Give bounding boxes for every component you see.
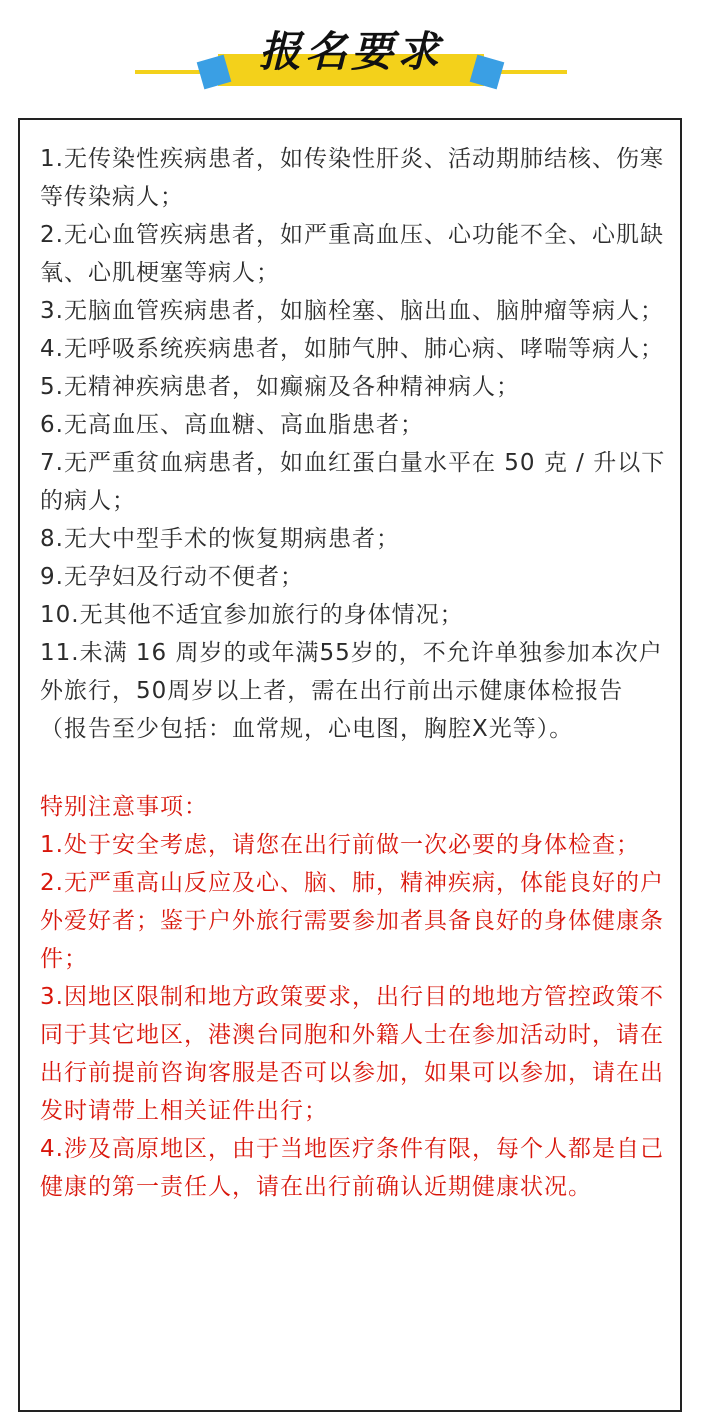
requirement-item: 5.无精神疾病患者，如癫痫及各种精神病人； — [40, 374, 520, 400]
requirement-item: 6.无高血压、高血糖、高血脂患者； — [40, 412, 424, 438]
requirements-content — [40, 140, 666, 1206]
requirements-list — [40, 140, 666, 748]
requirement-item: 11.未满 16 周岁的或年满55岁的，不允许单独参加本次户外旅行，50周岁以上者，需在出行前出示健康体检报告（报告至少包括：血常规，心电图，胸腔X光等）。 — [40, 640, 663, 742]
requirement-item: 10.无其他不适宜参加旅行的身体情况； — [40, 602, 464, 628]
requirement-item: 9.无孕妇及行动不便者； — [40, 564, 304, 590]
special-note-item: 4.涉及高原地区，由于当地医疗条件有限，每个人都是自己健康的第一责任人，请在出行前确认近期健康状况。 — [40, 1136, 664, 1200]
special-notes-title: 特别注意事项： — [40, 794, 208, 820]
special-notes-list — [40, 826, 666, 1206]
page-title: 报名要求 — [258, 27, 443, 76]
requirement-item: 7.无严重贫血病患者，如血红蛋白量水平在 50 克 / 升以下的病人； — [40, 450, 666, 514]
special-note-item: 3.因地区限制和地方政策要求，出行目的地地方管控政策不同于其它地区，港澳台同胞和外籍人士在参加活动时，请在出行前提前咨询客服是否可以参加，如果可以参加，请在出发时请带上相关证件出行； — [40, 984, 664, 1124]
requirements-box — [18, 118, 682, 1412]
requirement-item: 4.无呼吸系统疾病患者，如肺气肿、肺心病、哮喘等病人； — [40, 336, 664, 362]
header-banner — [0, 0, 702, 110]
requirement-item: 8.无大中型手术的恢复期病患者； — [40, 526, 400, 552]
special-note-item: 2.无严重高山反应及心、脑、肺，精神疾病，体能良好的户外爱好者；鉴于户外旅行需要参加者具备良好的身体健康条件； — [40, 870, 664, 972]
requirement-item: 1.无传染性疾病患者，如传染性肝炎、活动期肺结核、伤寒等传染病人； — [40, 146, 664, 210]
special-note-item: 1.处于安全考虑，请您在出行前做一次必要的身体检查； — [40, 832, 640, 858]
requirement-item: 2.无心血管疾病患者，如严重高血压、心功能不全、心肌缺氧、心肌梗塞等病人； — [40, 222, 664, 286]
special-notes-section — [40, 788, 666, 1206]
requirement-item: 3.无脑血管疾病患者，如脑栓塞、脑出血、脑肿瘤等病人； — [40, 298, 664, 324]
